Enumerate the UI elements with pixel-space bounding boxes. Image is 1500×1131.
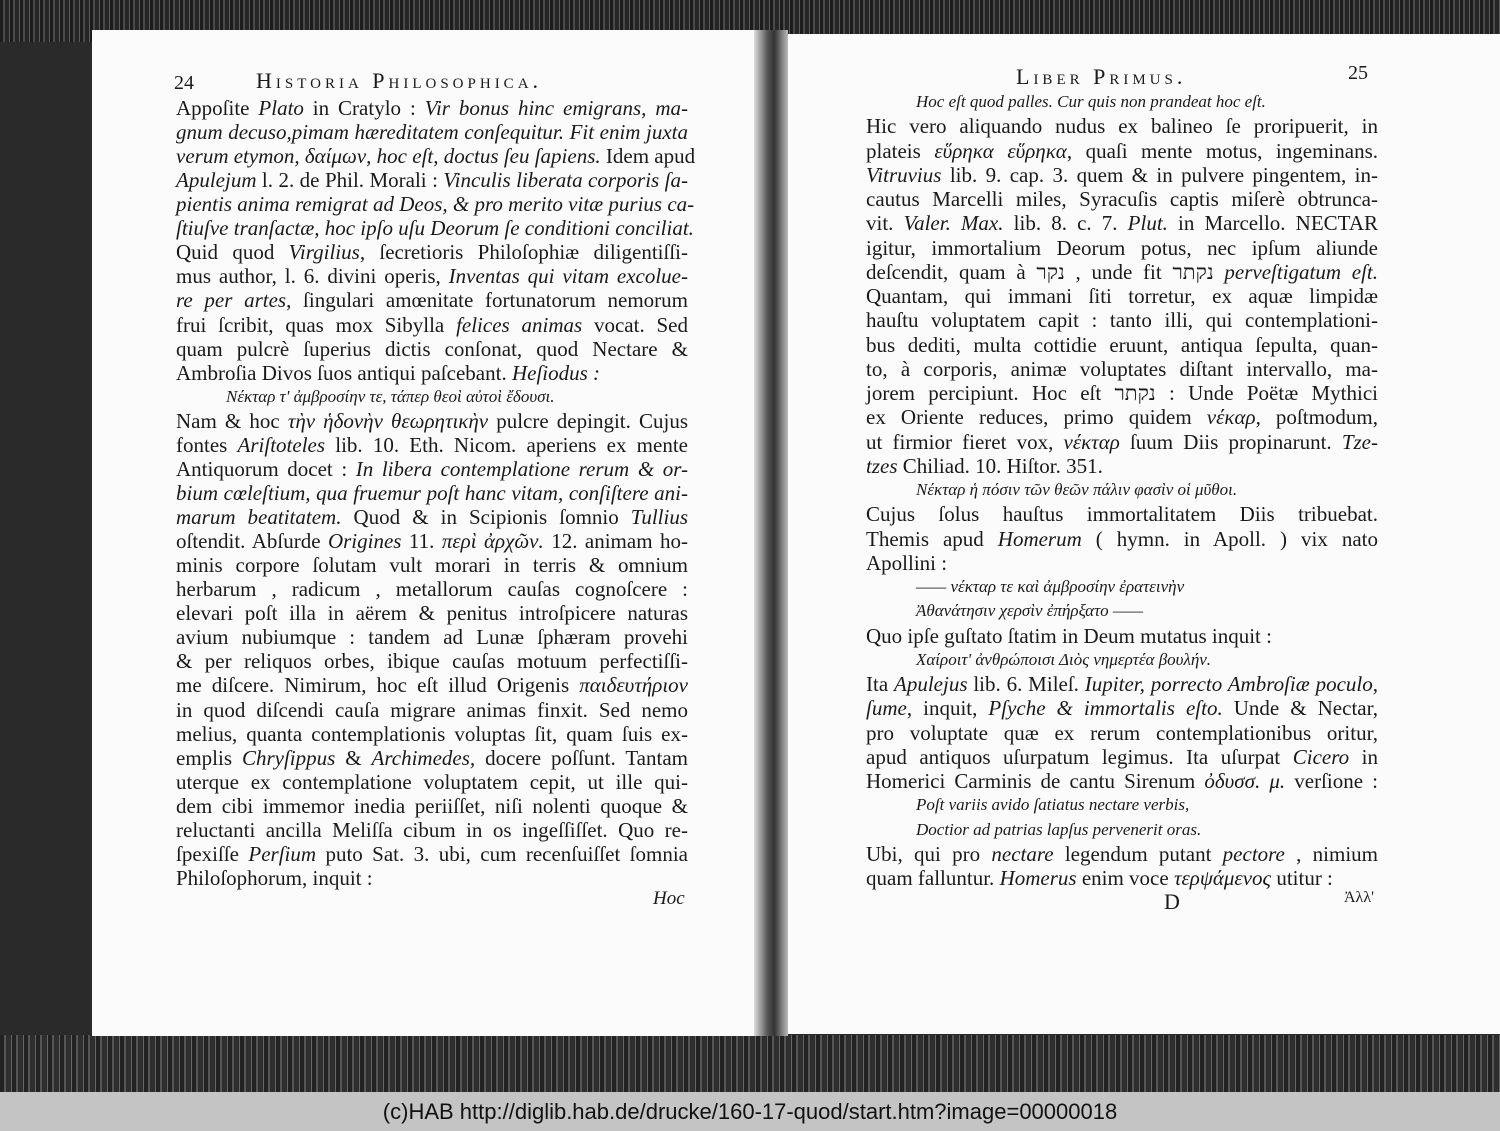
text-line	[176, 770, 688, 794]
text-line	[176, 120, 688, 144]
text-segment: me diſcere. Nimirum, hoc eſt illud Origenis	[176, 673, 580, 698]
text-segment: & per reliquos orbes, ibique cauſas motuum perfectiſſi-	[176, 649, 688, 674]
scan-border-bottom	[0, 1035, 1500, 1092]
text-line	[866, 502, 1378, 526]
text-line	[176, 746, 688, 770]
text-line	[176, 144, 696, 169]
text-line	[176, 409, 688, 433]
italic-segment: Tullius	[630, 505, 688, 530]
italic-segment: re per artes	[176, 288, 287, 313]
book-gutter	[754, 30, 788, 1036]
text-segment: reluctanti ancilla Meliſſa cibum in os ingeſſiſſet. Quo re-	[176, 817, 688, 842]
text-line	[176, 649, 688, 673]
text-segment: in Marcello. NECTAR	[1167, 211, 1378, 236]
text-segment: ( hymn. in Apoll. ) vix nato	[1081, 526, 1378, 551]
verse-line	[226, 385, 688, 409]
text-segment: Quod & in Scipionis ſomnio	[341, 505, 631, 530]
text-line	[866, 381, 1378, 405]
text-segment: lib. 10. Eth. Nicom. aperiens ex mente	[325, 432, 688, 457]
italic-segment: tzes	[866, 453, 898, 478]
text-line	[176, 673, 688, 697]
text-line	[866, 527, 1378, 551]
text-segment: ſpexiſſe	[176, 841, 249, 866]
italic-segment: ſume	[866, 696, 907, 721]
text-segment: , inquit,	[906, 696, 989, 721]
italic-segment: Homerum	[997, 526, 1082, 551]
italic-segment: pectore	[1222, 841, 1285, 866]
italic-segment: Vir bonus hinc emigrans, ma-	[424, 96, 688, 120]
credit-text: (c)HAB http://diglib.hab.de/drucke/160-17-quod/start.htm?image=00000018	[382, 1099, 1118, 1124]
left-page	[92, 30, 754, 1036]
italic-segment: felices animas	[456, 312, 583, 337]
text-line	[176, 577, 688, 601]
text-line	[176, 698, 688, 722]
italic-segment: pientis anima remigrat ad Deos, & pro merito vitæ purius ca-	[176, 192, 695, 217]
text-line	[176, 553, 688, 577]
text-segment: bus dediti, multa cottidie eruunt, antiqua ſepulta, quan-	[866, 332, 1378, 357]
italic-segment: Ariſtoteles	[237, 432, 326, 457]
text-segment: Nam & hoc	[176, 408, 288, 433]
italic-segment: Homerus	[999, 866, 1077, 890]
text-segment: in Cratylo :	[303, 96, 425, 120]
text-line	[866, 333, 1378, 357]
text-line	[176, 313, 688, 337]
italic-segment: marum beatitatem.	[176, 505, 342, 530]
text-line	[866, 551, 1378, 575]
italic-segment: Χαίροιτ' ἀνθρώποισι Διὸς νημερτέα βουλήν.	[916, 649, 1212, 669]
italic-segment: παιδευτήριον	[579, 673, 688, 698]
text-line	[866, 405, 1378, 429]
text-segment: Cujus ſolus hauſtus immortalitatem Diis tribuebat.	[866, 502, 1378, 527]
italic-segment: —— νέκταρ τε καὶ ἀμβροσίην ἐρατεινὴν	[916, 577, 1185, 596]
italic-segment: Νέκταρ τ' ἀμβροσίην τε, τάπερ θεοὶ αὐτοὶ ἔδουσι.	[226, 386, 555, 406]
text-segment: l. 2. de Phil. Morali :	[256, 168, 444, 193]
text-segment: fontes	[176, 432, 238, 457]
text-segment: Hic vero aliquando nudus ex balineo ſe proripuerit, in	[866, 114, 1378, 139]
text-segment: Chiliad. 10. Hiſtor. 351.	[897, 453, 1103, 478]
italic-segment: Virgilius	[288, 240, 360, 265]
text-segment: Idem apud	[600, 144, 696, 169]
text-line	[866, 430, 1378, 454]
text-line	[176, 625, 688, 649]
text-line	[176, 457, 688, 481]
italic-segment: Cicero	[1292, 744, 1350, 769]
text-line	[176, 240, 688, 264]
text-segment: 12. animam ho-	[543, 529, 688, 554]
text-line	[866, 211, 1378, 235]
text-line	[866, 866, 1378, 890]
italic-segment: Apulejus	[894, 672, 968, 696]
text-segment: hauſtu voluptatem capit : tanto illi, qui contemplationi-	[866, 308, 1378, 333]
text-line	[176, 192, 695, 217]
text-line	[176, 842, 688, 866]
verse-line	[916, 90, 1378, 114]
italic-segment: Νέκταρ ἡ πόσιν τῶν θεῶν πάλιν φασὶν οἱ μῦθοι.	[916, 480, 1238, 499]
italic-segment: Inventas qui vitam excolue-	[448, 264, 688, 289]
verse-line	[916, 793, 1378, 817]
text-segment: , ſingulari amœnitate fortunatorum nemorum	[286, 288, 688, 313]
text-segment: 11.	[401, 529, 442, 554]
text-line	[866, 284, 1378, 308]
text-segment: melius, quanta contemplationis voluptas ſit, quam ſuis ex-	[176, 721, 688, 746]
italic-segment: Plato	[258, 96, 304, 120]
text-segment: ſuum Diis propinarunt.	[1119, 429, 1342, 454]
italic-segment: Apulejum	[176, 168, 257, 193]
text-line	[866, 260, 1378, 284]
italic-segment: Hoc eſt quod palles. Cur quis non prandeat hoc eſt.	[916, 92, 1266, 111]
italic-segment: Tze-	[1341, 429, 1378, 454]
text-segment: Quantam, qui immani ſiti torretur, ex aquæ limpidæ	[866, 284, 1378, 308]
text-segment: deſcendit, quam à נקר , unde fit נקתר	[866, 259, 1225, 284]
italic-segment: Doctior ad patrias lapſus pervenerit oras.	[916, 819, 1202, 839]
text-segment: lib. 6. Mileſ.	[967, 672, 1085, 696]
italic-segment: Vitruvius	[866, 162, 942, 187]
text-line	[176, 168, 688, 192]
text-line	[866, 842, 1378, 866]
text-segment: elevari poſt illa in aërem & penitus introſpicere naturas	[176, 601, 688, 626]
text-line	[866, 769, 1378, 793]
text-line	[176, 337, 688, 361]
text-line	[176, 529, 688, 553]
text-line	[176, 361, 688, 385]
italic-segment: nectare	[991, 841, 1054, 866]
text-segment: ut firmior fieret vox,	[866, 429, 1064, 454]
text-line	[866, 454, 1378, 478]
text-line	[176, 433, 688, 457]
text-segment: vit.	[866, 211, 904, 236]
italic-segment: In libera contemplatione rerum & or-	[355, 456, 688, 481]
italic-segment: Valer. Max.	[903, 211, 1004, 236]
text-segment: emplis	[176, 745, 242, 770]
catchword: Ἀλλ'	[1344, 889, 1374, 906]
verse-line	[916, 648, 1378, 672]
italic-segment: perveſtigatum eſt.	[1224, 259, 1378, 284]
text-line	[866, 721, 1378, 745]
italic-segment: τὴν ἡδονὴν θεωρητικὴν	[287, 408, 489, 433]
text-line	[866, 187, 1378, 211]
italic-segment: περὶ ἀρχῶν.	[441, 529, 544, 554]
text-segment: Antiquorum docet :	[176, 456, 356, 481]
text-line	[866, 163, 1378, 187]
text-segment: , quaſi mente motus, ingeminans.	[1066, 138, 1378, 163]
text-segment: Ita	[866, 672, 894, 696]
text-segment: docere poſſunt. Tantam	[475, 745, 688, 770]
text-line	[866, 624, 1378, 648]
italic-segment: νέκαρ	[1206, 405, 1256, 430]
text-segment: Appoſite	[176, 96, 259, 120]
text-segment: verſione :	[1285, 769, 1379, 793]
signature-mark: D	[1164, 889, 1180, 914]
text-line	[176, 505, 688, 529]
text-line	[866, 357, 1378, 381]
text-segment: utitur :	[1271, 866, 1333, 890]
text-segment: &	[335, 745, 372, 770]
text-segment: quam pulcrè ſuperius dictis conſonat, quod Nectare &	[176, 336, 688, 361]
text-segment: pulcre depingit. Cujus	[488, 408, 688, 433]
text-segment: mus author, l. 6. divini operis,	[176, 264, 449, 289]
text-segment: , ſecretioris Philoſophiæ diligentiſſi-	[359, 240, 688, 265]
text-segment: frui ſcribit, quas mox Sibylla	[176, 312, 457, 337]
text-segment: jorem percipiunt. Hoc eſt נקתר : Unde Poëtæ Mythici	[866, 381, 1378, 405]
verse-line	[916, 818, 1378, 842]
text-line	[866, 236, 1378, 260]
text-segment: in quod diſcendi cauſa migrare animas finxit. Sed nemo	[176, 697, 688, 722]
text-line	[176, 794, 688, 818]
running-head: Historia Philosophica.	[256, 68, 543, 93]
text-line	[176, 481, 688, 505]
italic-segment: bium cœleſtium, qua fruemur poſt hanc vitam, conſiſtere ani-	[176, 480, 688, 505]
italic-segment: Vinculis liberata corporis ſa-	[443, 168, 689, 193]
text-segment: Themis apud	[866, 526, 998, 551]
text-segment: Apollini :	[866, 550, 948, 575]
text-segment: ex Oriente reduces, primo quidem	[866, 405, 1207, 430]
italic-segment: Origines	[327, 529, 402, 554]
text-line	[866, 745, 1378, 769]
text-segment: Quid quod	[176, 240, 289, 265]
text-line	[176, 601, 688, 625]
text-segment: minis corpore ſolutam vult morari in terris & omnium	[176, 553, 688, 578]
text-line	[866, 696, 1378, 720]
text-segment: legendum putant	[1053, 841, 1223, 866]
catchword: Hoc	[653, 888, 685, 909]
italic-segment: Perſium	[248, 841, 317, 866]
text-segment: herbarum , radicum , metallorum cauſas cognoſcere :	[176, 577, 688, 602]
verse-line	[916, 599, 1378, 623]
right-page	[788, 34, 1500, 1034]
text-segment: cautus Marcelli miles, Syracuſis captis miſerè obtrunca-	[866, 187, 1378, 211]
italic-segment: gnum decuso,pimam hæreditatem conſequitur. Fit enim juxta	[176, 120, 688, 145]
text-segment: uterque ex contemplatione voluptatem cepit, ut ille qui-	[176, 769, 688, 794]
text-segment: Homerici Carminis de cantu Sirenum	[866, 769, 1205, 793]
text-line	[176, 722, 688, 746]
text-segment: apud antiquos uſurpatum legimus. Ita uſurpat	[866, 744, 1293, 769]
italic-segment: ὀδυσσ. μ.	[1204, 769, 1286, 793]
credit-bar	[0, 1092, 1500, 1131]
text-segment: , poſtmodum,	[1255, 405, 1378, 430]
text-segment: pro voluptate quæ ex rerum contemplationibus oritur,	[866, 720, 1378, 745]
italic-segment: Archimedes,	[371, 745, 476, 770]
text-line	[866, 139, 1378, 163]
text-segment: dem cibi immemor inedia periiſſet, niſi nolenti quoque &	[176, 793, 688, 818]
text-segment: puto Sat. 3. ubi, cum recenſuiſſet ſomnia	[316, 841, 689, 866]
italic-segment: Ἀθανάτησιν χερσὶν ἐπήρξατο ——	[916, 601, 1144, 621]
page-number: 25	[1348, 62, 1368, 84]
verse-line	[916, 478, 1378, 502]
text-segment: enim voce	[1076, 866, 1174, 890]
running-head: Liber Primus.	[1016, 64, 1187, 89]
text-segment: Unde & Nectar,	[1222, 696, 1378, 721]
italic-segment: Poſt variis avido ſatiatus nectare verbis,	[916, 795, 1190, 815]
text-segment: igitur, immortalium Deorum potus, nec ipſum aliunde	[866, 235, 1378, 260]
italic-segment: τερψάμενος	[1173, 866, 1272, 890]
text-segment: Ambroſia Divos ſuos antiqui paſcebant.	[176, 360, 512, 385]
text-line	[176, 866, 688, 890]
text-segment: vocat. Sed	[582, 312, 688, 337]
italic-segment: verum etymon, δαίμων, hoc eſt, doctus ſeu ſapiens.	[176, 144, 601, 169]
text-segment: lib. 9. cap. 3. quem & in pulvere pingentem, in-	[941, 162, 1378, 187]
italic-segment: Chryſippus	[241, 745, 336, 770]
text-segment: plateis	[866, 138, 935, 163]
text-line	[176, 818, 688, 842]
verse-line	[916, 575, 1378, 599]
text-segment: lib. 8. c. 7.	[1003, 211, 1128, 236]
text-segment: oſtendit. Abſurde	[176, 529, 328, 554]
text-segment: to, à corporis, animæ voluptates diſtant intervallo, ma-	[866, 356, 1378, 381]
text-segment: Philoſophorum, inquit :	[176, 865, 373, 890]
text-line	[866, 672, 1378, 696]
text-segment: , nimium	[1284, 841, 1378, 866]
italic-segment: εὕρηκα εὕρηκα	[934, 138, 1067, 163]
text-line	[176, 264, 688, 288]
italic-segment: Iupiter, porrecto Ambroſiæ poculo,	[1084, 672, 1379, 696]
italic-segment: Plut.	[1127, 211, 1168, 236]
text-line	[866, 308, 1378, 332]
italic-segment: ſtiuſve tranſactæ, hoc ipſo uſu Deorum ſe conditioni conciliat.	[176, 216, 694, 241]
text-line	[176, 216, 694, 241]
text-segment: avium nubiumque : tandem ad Lunæ ſphæram provehi	[176, 625, 688, 650]
italic-segment: νέκταρ	[1063, 429, 1120, 454]
italic-segment: Pſyche & immortalis eſto.	[988, 696, 1223, 721]
page-number: 24	[174, 72, 194, 94]
italic-segment: Heſiodus :	[511, 360, 601, 385]
text-line	[866, 114, 1378, 138]
text-line	[176, 96, 688, 120]
text-segment: quam falluntur.	[866, 866, 1000, 890]
text-line	[176, 288, 688, 312]
text-segment: in	[1349, 744, 1378, 769]
text-segment: Quo ipſe guſtato ſtatim in Deum mutatus inquit :	[866, 623, 1272, 648]
text-segment: Ubi, qui pro	[866, 841, 992, 866]
